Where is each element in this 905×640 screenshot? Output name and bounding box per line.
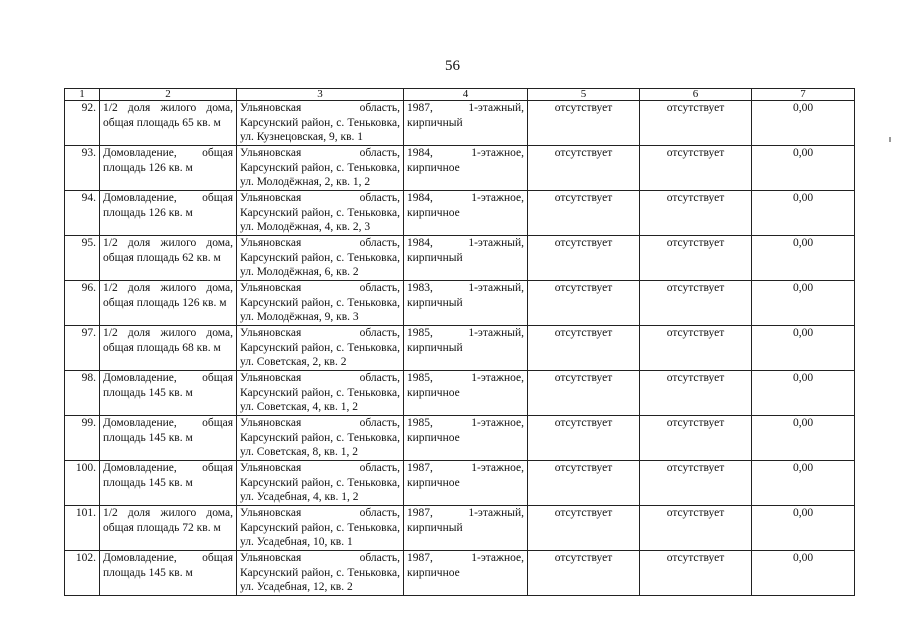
restriction-status: отсутствует xyxy=(640,146,752,191)
object-address: Ульяновская область, Карсунский район, с. Теньковка, ул. Молодёжная, 6, кв. 2 xyxy=(237,236,404,281)
header-cell: 6 xyxy=(640,89,752,101)
object-value: 0,00 xyxy=(752,551,855,596)
table-row xyxy=(65,146,855,191)
table-row xyxy=(65,101,855,146)
row-number: 102. xyxy=(65,551,100,596)
restriction-status: отсутствует xyxy=(640,326,752,371)
object-address: Ульяновская область, Карсунский район, с. Теньковка, ул. Усадебная, 12, кв. 2 xyxy=(237,551,404,596)
object-characteristics: 1983, 1-этажный, кирпичный xyxy=(404,281,528,326)
encumbrance-status: отсутствует xyxy=(528,371,640,416)
restriction-status: отсутствует xyxy=(640,371,752,416)
property-register-table xyxy=(64,88,855,596)
restriction-status: отсутствует xyxy=(640,191,752,236)
object-characteristics: 1985, 1-этажное, кирпичное xyxy=(404,416,528,461)
object-characteristics: 1985, 1-этажный, кирпичный xyxy=(404,326,528,371)
encumbrance-status: отсутствует xyxy=(528,191,640,236)
row-number: 94. xyxy=(65,191,100,236)
header-cell: 7 xyxy=(752,89,855,101)
object-address: Ульяновская область, Карсунский район, с. Теньковка, ул. Советская, 2, кв. 2 xyxy=(237,326,404,371)
object-name: 1/2 доля жилого дома, общая площадь 72 кв. м xyxy=(100,506,237,551)
object-name: Домовладение, общая площадь 126 кв. м xyxy=(100,191,237,236)
row-number: 95. xyxy=(65,236,100,281)
row-number: 99. xyxy=(65,416,100,461)
encumbrance-status: отсутствует xyxy=(528,101,640,146)
object-value: 0,00 xyxy=(752,371,855,416)
encumbrance-status: отсутствует xyxy=(528,506,640,551)
object-characteristics: 1984, 1-этажный, кирпичный xyxy=(404,236,528,281)
header-cell: 5 xyxy=(528,89,640,101)
object-name: Домовладение, общая площадь 145 кв. м xyxy=(100,371,237,416)
object-name: Домовладение, общая площадь 126 кв. м xyxy=(100,146,237,191)
column-number-header xyxy=(65,89,855,101)
object-address: Ульяновская область, Карсунский район, с. Теньковка, ул. Молодёжная, 9, кв. 3 xyxy=(237,281,404,326)
restriction-status: отсутствует xyxy=(640,101,752,146)
object-address: Ульяновская область, Карсунский район, с. Теньковка, ул. Молодёжная, 4, кв. 2, 3 xyxy=(237,191,404,236)
header-cell: 1 xyxy=(65,89,100,101)
object-name: 1/2 доля жилого дома, общая площадь 65 кв. м xyxy=(100,101,237,146)
object-address: Ульяновская область, Карсунский район, с. Теньковка, ул. Усадебная, 4, кв. 1, 2 xyxy=(237,461,404,506)
object-address: Ульяновская область, Карсунский район, с. Теньковка, ул. Кузнецовская, 9, кв. 1 xyxy=(237,101,404,146)
object-address: Ульяновская область, Карсунский район, с. Теньковка, ул. Молодёжная, 2, кв. 1, 2 xyxy=(237,146,404,191)
row-number: 101. xyxy=(65,506,100,551)
object-characteristics: 1984, 1-этажное, кирпичное xyxy=(404,191,528,236)
object-name: Домовладение, общая площадь 145 кв. м xyxy=(100,416,237,461)
object-value: 0,00 xyxy=(752,236,855,281)
header-cell: 4 xyxy=(404,89,528,101)
restriction-status: отсутствует xyxy=(640,461,752,506)
object-name: Домовладение, общая площадь 145 кв. м xyxy=(100,551,237,596)
object-value: 0,00 xyxy=(752,281,855,326)
object-characteristics: 1985, 1-этажное, кирпичное xyxy=(404,371,528,416)
row-number: 96. xyxy=(65,281,100,326)
encumbrance-status: отсутствует xyxy=(528,416,640,461)
object-name: 1/2 доля жилого дома, общая площадь 62 кв. м xyxy=(100,236,237,281)
header-cell: 3 xyxy=(237,89,404,101)
object-characteristics: 1987, 1-этажное, кирпичное xyxy=(404,551,528,596)
object-value: 0,00 xyxy=(752,461,855,506)
object-value: 0,00 xyxy=(752,101,855,146)
object-value: 0,00 xyxy=(752,506,855,551)
object-characteristics: 1987, 1-этажный, кирпичный xyxy=(404,506,528,551)
restriction-status: отсутствует xyxy=(640,551,752,596)
encumbrance-status: отсутствует xyxy=(528,551,640,596)
table-row xyxy=(65,236,855,281)
object-characteristics: 1987, 1-этажное, кирпичное xyxy=(404,461,528,506)
encumbrance-status: отсутствует xyxy=(528,146,640,191)
restriction-status: отсутствует xyxy=(640,506,752,551)
header-cell: 2 xyxy=(100,89,237,101)
object-name: 1/2 доля жилого дома, общая площадь 68 кв. м xyxy=(100,326,237,371)
table-row xyxy=(65,326,855,371)
scan-artifact xyxy=(889,137,891,142)
object-value: 0,00 xyxy=(752,416,855,461)
restriction-status: отсутствует xyxy=(640,416,752,461)
object-name: 1/2 доля жилого дома, общая площадь 126 кв. м xyxy=(100,281,237,326)
object-value: 0,00 xyxy=(752,191,855,236)
table-row xyxy=(65,551,855,596)
encumbrance-status: отсутствует xyxy=(528,236,640,281)
row-number: 100. xyxy=(65,461,100,506)
table-row xyxy=(65,461,855,506)
table-row xyxy=(65,191,855,236)
object-characteristics: 1984, 1-этажное, кирпичное xyxy=(404,146,528,191)
table-row xyxy=(65,371,855,416)
restriction-status: отсутствует xyxy=(640,236,752,281)
object-name: Домовладение, общая площадь 145 кв. м xyxy=(100,461,237,506)
table-row xyxy=(65,506,855,551)
row-number: 97. xyxy=(65,326,100,371)
encumbrance-status: отсутствует xyxy=(528,326,640,371)
page-number: 56 xyxy=(445,58,460,74)
object-characteristics: 1987, 1-этажный, кирпичный xyxy=(404,101,528,146)
encumbrance-status: отсутствует xyxy=(528,461,640,506)
row-number: 93. xyxy=(65,146,100,191)
object-address: Ульяновская область, Карсунский район, с. Теньковка, ул. Усадебная, 10, кв. 1 xyxy=(237,506,404,551)
object-value: 0,00 xyxy=(752,326,855,371)
object-value: 0,00 xyxy=(752,146,855,191)
table-row xyxy=(65,281,855,326)
restriction-status: отсутствует xyxy=(640,281,752,326)
encumbrance-status: отсутствует xyxy=(528,281,640,326)
table-row xyxy=(65,416,855,461)
object-address: Ульяновская область, Карсунский район, с. Теньковка, ул. Советская, 4, кв. 1, 2 xyxy=(237,371,404,416)
row-number: 98. xyxy=(65,371,100,416)
object-address: Ульяновская область, Карсунский район, с. Теньковка, ул. Советская, 8, кв. 1, 2 xyxy=(237,416,404,461)
row-number: 92. xyxy=(65,101,100,146)
